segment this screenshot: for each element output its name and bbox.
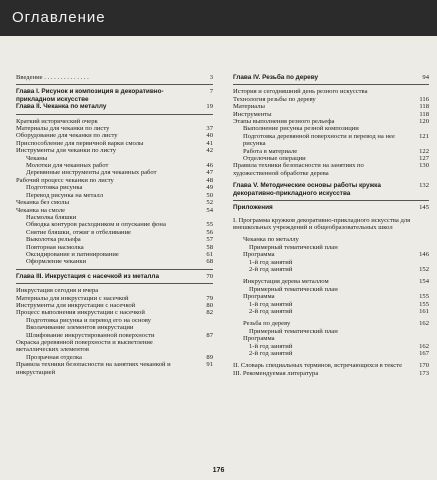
toc-entry — [16, 221, 213, 228]
toc-left-column — [16, 74, 213, 376]
toc-entry — [233, 111, 429, 118]
entry-title: Глава I. Рисунок и композиция в декоративно-прикладном искусстве — [16, 88, 164, 103]
toc-entry — [16, 118, 213, 125]
toc-entry — [16, 324, 213, 331]
entry-title: 1-й год занятий — [249, 300, 293, 308]
divider — [233, 200, 429, 201]
entry-title: Примерный тематический план — [249, 327, 338, 335]
entry-title: Шлифование инкрустированной поверхности — [26, 331, 155, 339]
chapter-entry — [16, 103, 213, 110]
toc-entry — [16, 147, 213, 154]
entry-page: 42 — [206, 147, 213, 155]
toc-entry — [16, 207, 213, 214]
toc-entry — [16, 332, 213, 339]
entry-title: Чеканы — [26, 154, 48, 162]
entry-page: 154 — [419, 278, 429, 286]
divider — [16, 114, 213, 115]
entry-page: 55 — [206, 221, 213, 229]
toc-entry — [16, 287, 213, 294]
toc-entry — [233, 266, 429, 273]
toc-entry — [16, 236, 213, 243]
entry-title: Перевод рисунка на металл — [26, 191, 103, 199]
entry-title: Инструменты для чеканки по листу — [16, 147, 117, 155]
entry-title: Процесс выполнения инкрустации с насечкой — [16, 309, 145, 317]
entry-page: 79 — [206, 294, 213, 302]
toc-entry — [16, 295, 213, 302]
entry-page: 47 — [206, 169, 213, 177]
toc-entry — [233, 133, 429, 148]
entry-title: 1-й год занятий — [249, 258, 293, 266]
entry-page: 120 — [419, 118, 429, 126]
entry-title: Программа — [243, 251, 275, 259]
entry-title: Инкрустация сегодня и вчера — [16, 287, 99, 295]
toc-entry — [233, 103, 429, 110]
toc-entry — [16, 155, 213, 162]
entry-page: 48 — [206, 176, 213, 184]
entry-title: Подготовка рисунка и перевод его на основу — [26, 316, 151, 324]
toc-entry — [233, 350, 429, 357]
toc-entry — [233, 88, 429, 95]
toc-entry — [16, 140, 213, 147]
section-entry — [233, 204, 429, 211]
entry-title: Программа — [243, 335, 275, 343]
toc-entry — [16, 258, 213, 265]
toc-entry — [16, 317, 213, 324]
entry-page: 162 — [419, 342, 429, 350]
entry-page: 80 — [206, 301, 213, 309]
toc-entry — [233, 286, 429, 293]
toc-entry — [16, 125, 213, 132]
toc-entry — [16, 361, 213, 376]
toc-entry — [16, 169, 213, 176]
toc-entry — [233, 162, 429, 177]
toc-entry — [233, 125, 429, 132]
entry-page: 7 — [209, 88, 213, 96]
toc-entry — [233, 320, 429, 327]
toc-entry — [233, 236, 429, 243]
entry-title: Инструменты для инкрустации с насечкой — [16, 301, 136, 309]
entry-page: 40 — [206, 132, 213, 140]
entry-title: Работа в материале — [243, 147, 298, 155]
entry-page: 52 — [206, 199, 213, 207]
entry-page: 82 — [206, 309, 213, 317]
entry-page: 94 — [422, 74, 429, 81]
toc-entry — [16, 302, 213, 309]
page-number: 176 — [212, 467, 225, 474]
toc-entry — [16, 309, 213, 316]
chapter-entry — [233, 74, 429, 81]
entry-title: Снятие бляшки, отжиг в отбеливание — [26, 228, 131, 236]
entry-title: Технология резьбы по дереву — [233, 95, 316, 103]
entry-title: Оборудование для чеканки по листу — [16, 132, 118, 140]
entry-page: 41 — [206, 139, 213, 147]
toc-right-column — [233, 74, 429, 377]
toc-entry — [233, 118, 429, 125]
entry-title: Повторная насмолка — [26, 243, 84, 251]
toc-entry — [233, 217, 429, 232]
entry-page: 121 — [419, 132, 429, 140]
entry-title: Подготовка деревянной поверхности и перевод на нее рисунка — [243, 132, 395, 148]
entry-page: 155 — [419, 300, 429, 308]
entry-title: 2-й год занятий — [249, 265, 293, 273]
entry-title: Оформление чеканки — [26, 258, 87, 266]
entry-page: 173 — [419, 369, 429, 377]
entry-page: 170 — [419, 362, 429, 370]
entry-page: 68 — [206, 258, 213, 266]
entry-title: Деревянные инструменты для чеканных работ — [26, 169, 157, 177]
entry-title: Подготовка рисунка — [26, 184, 83, 192]
entry-title: Введение . . . . . . . . . . . . . . — [16, 74, 89, 81]
entry-title: 2-й год занятий — [249, 307, 293, 315]
entry-title: Примерный тематический план — [249, 285, 338, 293]
divider — [16, 269, 213, 270]
toc-entry — [16, 354, 213, 361]
toc-entry — [16, 244, 213, 251]
entry-title: Прозрачная отделка — [26, 353, 82, 361]
entry-title: Краткий исторический очерк — [16, 117, 98, 125]
toc-entry — [16, 184, 213, 191]
entry-title: Рабочий процесс чеканки по листу — [16, 176, 114, 184]
entry-page: 132 — [419, 182, 429, 190]
toc-entry — [233, 244, 429, 251]
entry-title: Глава II. Чеканка по металлу — [16, 103, 107, 111]
entry-page: 145 — [419, 204, 429, 212]
entry-page: 167 — [419, 350, 429, 357]
toc-entry — [233, 335, 429, 342]
entry-page: 91 — [206, 361, 213, 369]
toc-entry — [233, 362, 429, 369]
entry-page: 3 — [209, 74, 213, 81]
entry-title: Чеканка на смоле — [16, 206, 66, 214]
entry-page: 122 — [419, 147, 429, 155]
entry-page: 146 — [419, 251, 429, 259]
entry-page: 58 — [206, 243, 213, 251]
chapter-entry — [16, 88, 213, 103]
chapter-entry — [233, 182, 429, 197]
divider — [233, 84, 429, 85]
entry-page: 54 — [206, 206, 213, 214]
entry-page: 57 — [206, 236, 213, 244]
entry-title: Инкрустация дерева металлом — [243, 278, 329, 286]
toc-entry — [233, 96, 429, 103]
entry-title: III. Рекомендуемая литература — [233, 369, 319, 377]
toc-entry — [233, 259, 429, 266]
entry-title: II. Словарь специальных терминов, встречающихся в тексте — [233, 362, 403, 370]
toc-entry — [233, 155, 429, 162]
entry-page: 49 — [206, 184, 213, 192]
toc-entry — [233, 343, 429, 350]
toc-entry — [233, 293, 429, 300]
toc-entry — [233, 370, 429, 377]
entry-page: 162 — [419, 320, 429, 328]
entry-title: Материалы для чеканки по листу — [16, 125, 110, 133]
entry-page: 70 — [206, 272, 213, 280]
entry-title: Выколотка рельефа — [26, 236, 81, 244]
entry-page: 87 — [206, 331, 213, 339]
entry-title: Инструменты — [233, 110, 272, 118]
entry-page: 50 — [206, 191, 213, 199]
toc-entry — [233, 301, 429, 308]
entry-title: Правила техники безопасности на занятиях по художественной обработке дерева — [233, 162, 364, 177]
entry-page: 155 — [419, 293, 429, 301]
toc-entry — [16, 251, 213, 258]
entry-title: Глава IV. Резьба по дереву — [233, 74, 319, 81]
toc-entry — [16, 132, 213, 139]
entry-page: 116 — [419, 95, 429, 103]
entry-page: 37 — [206, 125, 213, 133]
entry-page: 118 — [419, 110, 429, 118]
entry-page: 118 — [419, 103, 429, 111]
entry-page: 19 — [206, 103, 213, 111]
toc-entry — [233, 328, 429, 335]
entry-title: История и сегодняшний день резного искусства — [233, 88, 368, 96]
entry-title: Программа — [243, 293, 275, 301]
contents-header — [0, 0, 437, 36]
entry-page: 56 — [206, 228, 213, 236]
entry-title: 2-й год занятий — [249, 350, 293, 357]
toc-entry — [233, 148, 429, 155]
entry-title: Резьба по дереву — [243, 320, 291, 328]
toc-entry — [233, 278, 429, 285]
entry-title: Вколачивание элементов инкрустации — [26, 324, 134, 332]
entry-title: Примерный тематический план — [249, 243, 338, 251]
entry-title: Глава III. Инкрустация с насечкой из металла — [16, 272, 159, 280]
toc-entry — [16, 214, 213, 221]
entry-title: Чеканка по металлу — [243, 236, 299, 244]
entry-title: Приспособление для первичной варки смолы — [16, 139, 144, 147]
entry-title: 1-й год занятий — [249, 342, 293, 350]
toc-entry — [233, 308, 429, 315]
entry-title: Этапы выполнения резного рельефа — [233, 118, 335, 126]
entry-title: Оксидирование и патинирование — [26, 250, 119, 258]
toc-entry — [16, 192, 213, 199]
toc-entry — [16, 177, 213, 184]
toc-entry — [16, 199, 213, 206]
entry-page: 46 — [206, 162, 213, 170]
chapter-entry — [16, 273, 213, 280]
entry-title: Материалы — [233, 103, 265, 111]
entry-title: Материалы для инкрустации с насечкой — [16, 294, 129, 302]
entry-title: Правила техники безопасности на занятиях чеканкой и инкрустацией — [16, 361, 171, 376]
entry-page: 161 — [419, 307, 429, 315]
entry-title: Приложения — [233, 204, 273, 212]
entry-title: Обводка контуров расходником и опускание фона — [26, 221, 166, 229]
entry-page: 152 — [419, 265, 429, 273]
entry-page: 61 — [206, 250, 213, 258]
divider — [16, 283, 213, 284]
page-title: Оглавление — [12, 9, 106, 26]
entry-title: Глава V. Методические основы работы кружка декоративно-прикладного искусства — [233, 182, 381, 197]
entry-title: Молотки для чеканных работ — [26, 162, 109, 170]
entry-title: Чеканка без смолы — [16, 199, 70, 207]
toc-entry — [16, 229, 213, 236]
entry-title: I. Программа кружков декоративно-прикладного искусства для внешкольных учреждений и общеобразовательных школ — [233, 216, 411, 231]
toc-entry — [16, 74, 213, 81]
entry-page: 127 — [419, 155, 429, 163]
entry-page: 130 — [419, 162, 429, 170]
divider — [16, 84, 213, 85]
toc-entry — [16, 162, 213, 169]
entry-title: Выполнение рисунка резной композиции — [243, 125, 359, 133]
toc-entry — [16, 339, 213, 354]
entry-title: Окраска деревянной поверхности и высветление металлических элементов — [16, 339, 153, 354]
toc-entry — [233, 251, 429, 258]
entry-title: Отделочные операции — [243, 155, 306, 163]
entry-page: 89 — [206, 353, 213, 361]
entry-title: Насмолка бляшки — [26, 213, 77, 221]
